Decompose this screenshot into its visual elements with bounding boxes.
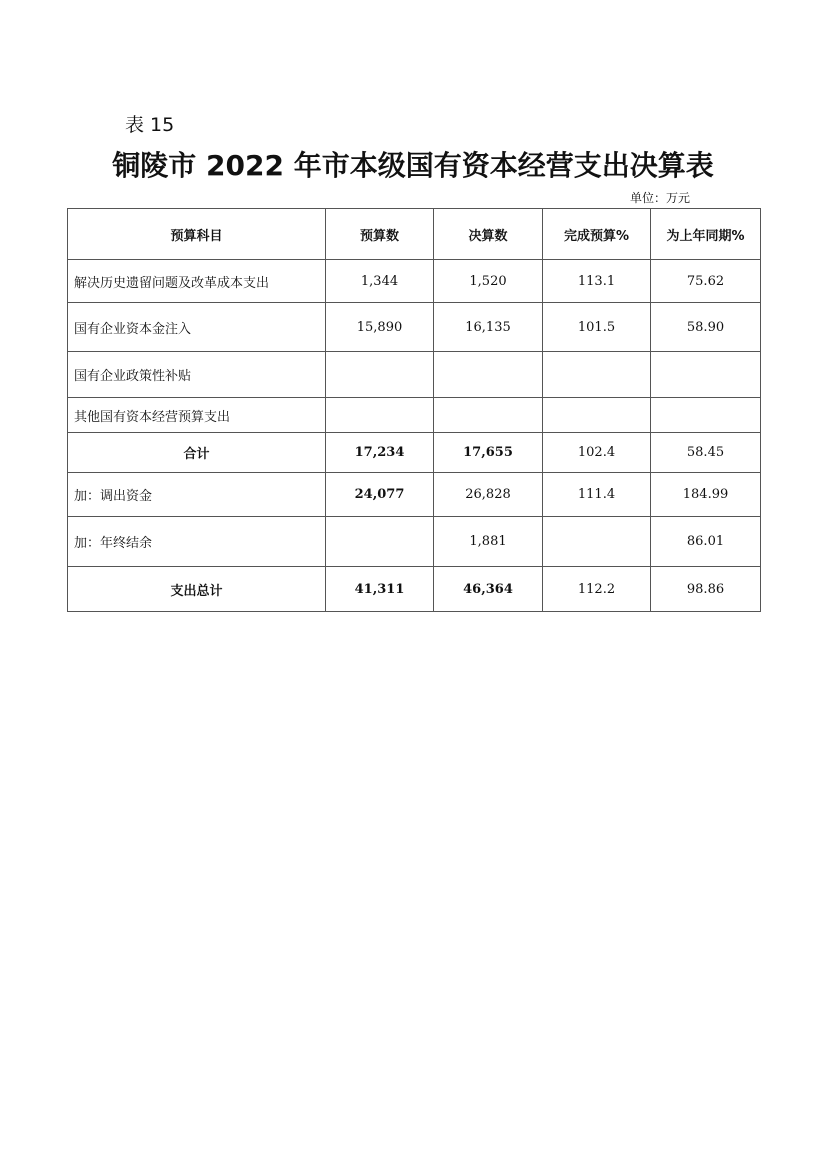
- table-row: [68, 398, 761, 433]
- row-budget: 15,890: [326, 303, 434, 352]
- row-completion: [543, 517, 651, 567]
- row-completion: 112.2: [543, 567, 651, 612]
- row-final: 1,520: [434, 260, 543, 303]
- row-budget: 41,311: [326, 567, 434, 612]
- header-budget: 预算数: [326, 209, 434, 260]
- row-budget: [326, 352, 434, 398]
- header-yoy: 为上年同期%: [651, 209, 761, 260]
- row-name: 国有企业政策性补贴: [68, 352, 326, 398]
- row-final: [434, 398, 543, 433]
- page-title: 铜陵市 2022 年市本级国有资本经营支出决算表: [112, 149, 714, 182]
- row-name: 加：年终结余: [68, 517, 326, 567]
- row-name: 国有企业资本金注入: [68, 303, 326, 352]
- row-yoy: 58.90: [651, 303, 761, 352]
- row-yoy: 75.62: [651, 260, 761, 303]
- row-budget: 24,077: [326, 473, 434, 517]
- expenditure-table: [67, 208, 761, 612]
- row-completion: [543, 398, 651, 433]
- row-yoy: 58.45: [651, 433, 761, 473]
- row-yoy: [651, 352, 761, 398]
- row-final: [434, 352, 543, 398]
- row-yoy: 86.01: [651, 517, 761, 567]
- row-name: 解决历史遗留问题及改革成本支出: [68, 260, 326, 303]
- header-item: 预算科目: [68, 209, 326, 260]
- table-row: [68, 352, 761, 398]
- table-row-total: [68, 567, 761, 612]
- row-name: 合计: [68, 433, 326, 473]
- row-name: 其他国有资本经营预算支出: [68, 398, 326, 433]
- row-completion: 102.4: [543, 433, 651, 473]
- row-final: 16,135: [434, 303, 543, 352]
- table-row: [68, 303, 761, 352]
- table-row: [68, 473, 761, 517]
- row-budget: [326, 398, 434, 433]
- row-yoy: 184.99: [651, 473, 761, 517]
- header-completion: 完成预算%: [543, 209, 651, 260]
- table-row: [68, 517, 761, 567]
- row-final: 1,881: [434, 517, 543, 567]
- row-budget: [326, 517, 434, 567]
- row-budget: 1,344: [326, 260, 434, 303]
- row-budget: 17,234: [326, 433, 434, 473]
- row-completion: 101.5: [543, 303, 651, 352]
- row-completion: 111.4: [543, 473, 651, 517]
- row-yoy: 98.86: [651, 567, 761, 612]
- row-yoy: [651, 398, 761, 433]
- table-row: [68, 260, 761, 303]
- table-number-label: 表 15: [125, 114, 175, 136]
- row-completion: 113.1: [543, 260, 651, 303]
- table-row-subtotal: [68, 433, 761, 473]
- row-final: 26,828: [434, 473, 543, 517]
- table-header-row: [68, 209, 761, 260]
- row-final: 17,655: [434, 433, 543, 473]
- row-completion: [543, 352, 651, 398]
- row-final: 46,364: [434, 567, 543, 612]
- unit-label: 单位：万元: [630, 191, 691, 205]
- header-final: 决算数: [434, 209, 543, 260]
- row-name: 加：调出资金: [68, 473, 326, 517]
- row-name: 支出总计: [68, 567, 326, 612]
